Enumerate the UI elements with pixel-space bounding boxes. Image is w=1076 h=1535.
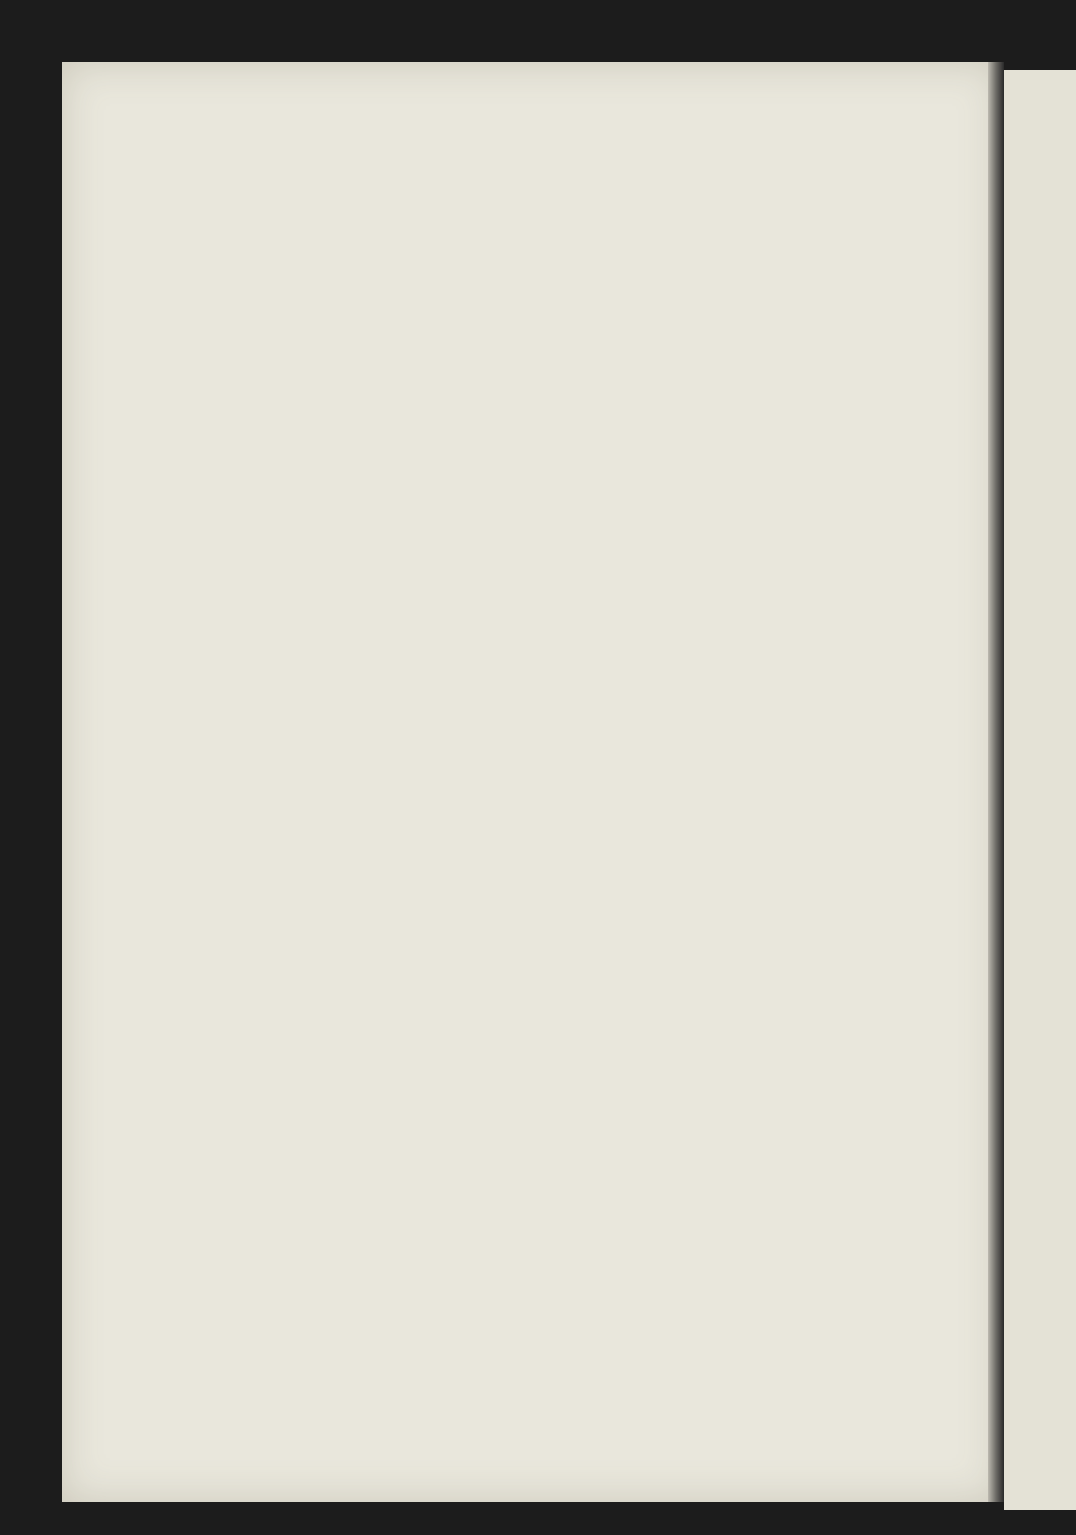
- crafts-table: [62, 62, 1000, 1502]
- book-page: [62, 62, 1000, 1502]
- next-page-fragment: [1004, 70, 1076, 1510]
- book-spine: [988, 62, 1004, 1502]
